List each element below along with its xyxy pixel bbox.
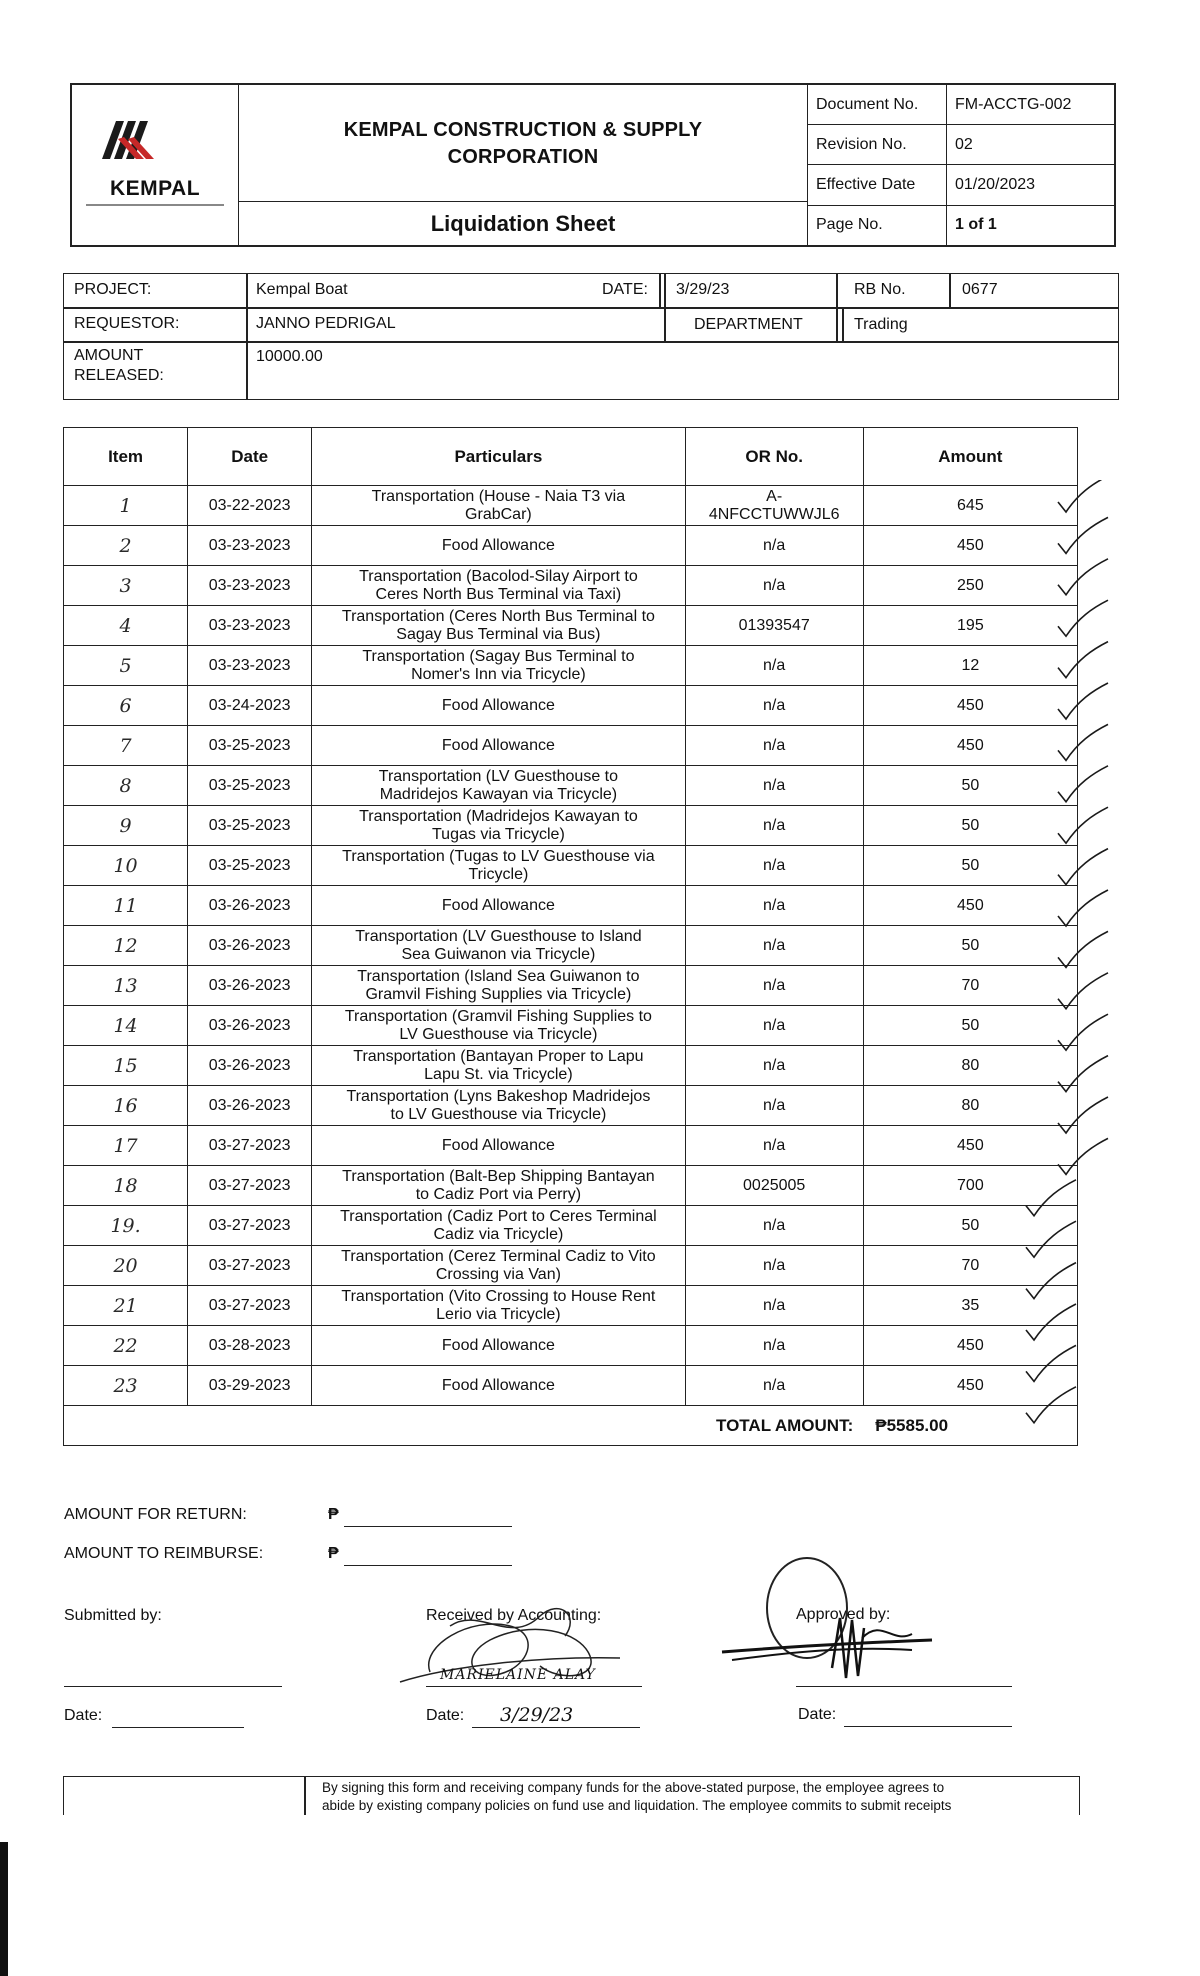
checkmark-icon [1026, 1304, 1076, 1340]
table-row [64, 1206, 1078, 1246]
item-date: 03-23-2023 [188, 526, 312, 566]
item-particulars [312, 526, 685, 566]
or-number-line: n/a [763, 976, 786, 994]
item-date: 03-23-2023 [188, 606, 312, 646]
item-amount: 645 [863, 486, 1077, 526]
table-row [64, 486, 1078, 526]
or-number-line: n/a [763, 1096, 786, 1114]
item-or-number [685, 1246, 863, 1286]
item-or-number [685, 1166, 863, 1206]
item-amount: 80 [863, 1086, 1077, 1126]
table-row [64, 1166, 1078, 1206]
received-date-label: Date: [426, 1707, 465, 1724]
disclaimer-text [322, 1779, 951, 1815]
particulars-line: Transportation (Madridejos Kawayan to [359, 807, 638, 825]
or-number-line: 01393547 [738, 616, 810, 634]
table-header-row [64, 428, 1078, 486]
particulars-line: Transportation (Lyns Bakeshop Madridejos [346, 1087, 651, 1105]
sheet-title: Liquidation Sheet [430, 211, 616, 236]
item-or-number [685, 1206, 863, 1246]
checkmark-icon [1058, 600, 1108, 636]
meta-value: 1 of 1 [955, 216, 997, 234]
particulars-line: Tricycle) [468, 865, 529, 883]
item-amount: 70 [863, 966, 1077, 1006]
item-amount: 50 [863, 806, 1077, 846]
or-number-line: n/a [763, 656, 786, 674]
item-date: 03-26-2023 [188, 886, 312, 926]
or-number-line: n/a [763, 1216, 786, 1234]
meta-row [808, 85, 1114, 125]
item-or-number [685, 1326, 863, 1366]
item-number: 4 [64, 606, 188, 646]
or-number-line: A- [766, 487, 783, 505]
item-or-number [685, 926, 863, 966]
item-amount: 450 [863, 686, 1077, 726]
submitted-date-field[interactable] [112, 1711, 244, 1728]
table-row [64, 1046, 1078, 1086]
meta-value: 02 [947, 125, 1115, 165]
item-or-number [685, 886, 863, 926]
checkmark-icon [1058, 890, 1108, 926]
table-row [64, 926, 1078, 966]
date-label: DATE: [602, 281, 648, 298]
particulars-line: Sagay Bus Terminal via Bus) [396, 625, 601, 643]
item-amount: 70 [863, 1246, 1077, 1286]
particulars-line: Food Allowance [441, 1136, 555, 1154]
received-date-value: 3/29/23 [500, 1704, 574, 1726]
total-amount-value: ₱5585.00 [863, 1406, 1077, 1446]
amount-for-return-label: AMOUNT FOR RETURN: [64, 1506, 247, 1523]
item-date: 03-25-2023 [188, 846, 312, 886]
logo-text: KEMPAL [109, 177, 201, 200]
amount-released-label-line2: RELEASED: [74, 367, 164, 384]
particulars-line: Transportation (LV Guesthouse to [378, 767, 619, 785]
checkmark-icon [1058, 1014, 1108, 1050]
particulars-line: Food Allowance [441, 696, 555, 714]
approved-date-label: Date: [798, 1706, 837, 1723]
checkmarks-column [1010, 480, 1140, 1440]
item-amount: 450 [863, 1126, 1077, 1166]
checkmark-icon [1058, 1056, 1108, 1092]
or-number-line: n/a [763, 1296, 786, 1314]
particulars-line: Food Allowance [441, 536, 555, 554]
item-date: 03-24-2023 [188, 686, 312, 726]
table-row [64, 1006, 1078, 1046]
item-or-number [685, 806, 863, 846]
approved-date-field[interactable] [844, 1710, 1012, 1727]
item-date: 03-26-2023 [188, 966, 312, 1006]
particulars-line: Transportation (Vito Crossing to House Rent [341, 1287, 656, 1305]
checkmark-icon [1058, 766, 1108, 802]
particulars-line: Transportation (House - Naia T3 via [371, 487, 626, 505]
table-row [64, 1246, 1078, 1286]
checkmark-icon [1058, 807, 1108, 843]
logo-cell [72, 85, 239, 245]
kempal-logo-icon [94, 121, 214, 175]
item-date: 03-25-2023 [188, 766, 312, 806]
particulars-line: Transportation (Bacolod-Silay Airport to [359, 567, 638, 585]
item-amount: 450 [863, 726, 1077, 766]
item-date: 03-26-2023 [188, 926, 312, 966]
or-number-line: n/a [763, 896, 786, 914]
item-or-number [685, 1286, 863, 1326]
item-particulars [312, 486, 685, 526]
item-particulars [312, 1046, 685, 1086]
document-meta-table [808, 85, 1114, 245]
particulars-line: Lerio via Tricycle) [436, 1305, 561, 1323]
or-number-line: n/a [763, 776, 786, 794]
particulars-line: Transportation (Ceres North Bus Terminal to [341, 607, 655, 625]
meta-value: 01/20/2023 [947, 165, 1115, 205]
item-number: 19. [64, 1206, 188, 1246]
item-or-number [685, 766, 863, 806]
item-amount: 450 [863, 1366, 1077, 1406]
item-particulars [312, 1006, 685, 1046]
sheet-title-cell [239, 202, 808, 245]
item-number: 16 [64, 1086, 188, 1126]
amount-for-return-field[interactable] [344, 1510, 512, 1527]
document-header [70, 83, 1116, 247]
checkmark-icon [1058, 683, 1108, 719]
particulars-line: Tugas via Tricycle) [432, 825, 565, 843]
particulars-line: Transportation (Sagay Bus Terminal to [362, 647, 635, 665]
amount-released-label [74, 346, 164, 386]
item-particulars [312, 1206, 685, 1246]
item-number: 10 [64, 846, 188, 886]
particulars-line: Transportation (Balt-Bep Shipping Bantayan [342, 1167, 655, 1185]
checkmark-icon [1058, 1138, 1108, 1174]
approved-by-label: Approved by: [796, 1606, 891, 1623]
item-number: 3 [64, 566, 188, 606]
item-number: 14 [64, 1006, 188, 1046]
item-number: 15 [64, 1046, 188, 1086]
or-number-line: n/a [763, 856, 786, 874]
amount-released-label-line1: AMOUNT [74, 347, 144, 364]
item-number: 17 [64, 1126, 188, 1166]
meta-label: Effective Date [808, 165, 947, 205]
item-or-number [685, 526, 863, 566]
or-number-line: n/a [763, 576, 786, 594]
particulars-line: Lapu St. via Tricycle) [424, 1065, 573, 1083]
particulars-line: Transportation (LV Guesthouse to Island [355, 927, 642, 945]
item-number: 13 [64, 966, 188, 1006]
item-or-number [685, 1366, 863, 1406]
item-number: 1 [64, 486, 188, 526]
particulars-line: Transportation (Tugas to LV Guesthouse via [342, 847, 655, 865]
column-header-particulars: Particulars [312, 428, 685, 486]
particulars-line: LV Guesthouse via Tricycle) [399, 1025, 598, 1043]
item-date: 03-26-2023 [188, 1046, 312, 1086]
item-particulars [312, 606, 685, 646]
table-row [64, 966, 1078, 1006]
item-particulars [312, 1126, 685, 1166]
item-particulars [312, 726, 685, 766]
item-amount: 700 [863, 1166, 1077, 1206]
submitted-signature-line[interactable] [64, 1670, 282, 1687]
item-number: 7 [64, 726, 188, 766]
item-date: 03-27-2023 [188, 1206, 312, 1246]
item-amount: 250 [863, 566, 1077, 606]
item-number: 11 [64, 886, 188, 926]
scan-edge-mark [0, 1842, 8, 1976]
or-number-line: n/a [763, 1016, 786, 1034]
or-number-line: n/a [763, 936, 786, 954]
item-particulars [312, 1326, 685, 1366]
item-date: 03-25-2023 [188, 806, 312, 846]
item-particulars [312, 806, 685, 846]
liquidation-items-table [63, 427, 1078, 1446]
item-amount: 50 [863, 1206, 1077, 1246]
column-header-or-no: OR No. [685, 428, 863, 486]
table-row [64, 566, 1078, 606]
table-row [64, 1086, 1078, 1126]
table-row [64, 806, 1078, 846]
rb-value: 0677 [962, 281, 998, 298]
total-amount-label: TOTAL AMOUNT: [64, 1406, 864, 1446]
submitted-date-label: Date: [64, 1707, 103, 1724]
item-particulars [312, 846, 685, 886]
particulars-line: Nomer's Inn via Tricycle) [411, 665, 586, 683]
item-date: 03-27-2023 [188, 1166, 312, 1206]
item-date: 03-22-2023 [188, 486, 312, 526]
checkmark-icon [1058, 931, 1108, 967]
table-row [64, 1326, 1078, 1366]
checkmark-icon [1058, 849, 1108, 885]
item-particulars [312, 686, 685, 726]
item-particulars [312, 886, 685, 926]
particulars-line: Sea Guiwanon via Tricycle) [401, 945, 596, 963]
particulars-line: Crossing via Van) [435, 1265, 561, 1283]
project-value: Kempal Boat [256, 281, 348, 298]
particulars-line: Food Allowance [441, 736, 555, 754]
item-number: 20 [64, 1246, 188, 1286]
item-date: 03-27-2023 [188, 1246, 312, 1286]
amount-to-reimburse-field[interactable] [344, 1549, 512, 1566]
or-number-line: n/a [763, 696, 786, 714]
item-date: 03-29-2023 [188, 1366, 312, 1406]
meta-row [808, 165, 1114, 205]
received-by-label: Received by Accounting: [426, 1607, 602, 1624]
disclaimer-line1: By signing this form and receiving company funds for the above-stated purpose, the employee agrees to [322, 1780, 945, 1795]
item-amount: 80 [863, 1046, 1077, 1086]
particulars-line: to LV Guesthouse via Tricycle) [390, 1105, 607, 1123]
item-or-number [685, 646, 863, 686]
particulars-line: GrabCar) [465, 505, 532, 523]
particulars-line: Ceres North Bus Terminal via Taxi) [375, 585, 622, 603]
column-header-item: Item [64, 428, 188, 486]
table-row [64, 886, 1078, 926]
amount-to-reimburse-label: AMOUNT TO REIMBURSE: [64, 1545, 264, 1562]
amount-released-value: 10000.00 [256, 348, 323, 365]
item-number: 8 [64, 766, 188, 806]
item-number: 12 [64, 926, 188, 966]
item-number: 6 [64, 686, 188, 726]
item-amount: 35 [863, 1286, 1077, 1326]
requestor-value: JANNO PEDRIGAL [256, 315, 396, 332]
meta-label: Document No. [808, 85, 947, 125]
table-row [64, 1366, 1078, 1406]
company-title-cell [239, 85, 808, 202]
date-value: 3/29/23 [676, 281, 730, 298]
or-number-line: n/a [763, 536, 786, 554]
checkmark-icon [1058, 724, 1108, 760]
particulars-line: Madridejos Kawayan via Tricycle) [379, 785, 618, 803]
total-row [64, 1406, 1078, 1446]
or-number-line: n/a [763, 1256, 786, 1274]
or-number-line: 4NFCCTUWWJL6 [708, 505, 840, 523]
or-number-line: 0025005 [743, 1176, 806, 1194]
item-number: 18 [64, 1166, 188, 1206]
particulars-line: Gramvil Fishing Supplies via Tricycle) [365, 985, 632, 1003]
item-particulars [312, 1086, 685, 1126]
checkmark-icon [1058, 517, 1108, 553]
item-date: 03-26-2023 [188, 1006, 312, 1046]
item-particulars [312, 1166, 685, 1206]
disclaimer-box [63, 1776, 1080, 1815]
item-date: 03-27-2023 [188, 1126, 312, 1166]
item-amount: 450 [863, 886, 1077, 926]
particulars-line: to Cadiz Port via Perry) [415, 1185, 582, 1203]
requestor-label: REQUESTOR: [74, 315, 180, 332]
item-particulars [312, 926, 685, 966]
table-row [64, 646, 1078, 686]
item-particulars [312, 1366, 685, 1406]
item-or-number [685, 846, 863, 886]
item-amount: 450 [863, 526, 1077, 566]
item-or-number [685, 606, 863, 646]
meta-label: Revision No. [808, 125, 947, 165]
project-label: PROJECT: [74, 281, 152, 298]
item-particulars [312, 766, 685, 806]
particulars-line: Food Allowance [441, 1376, 555, 1394]
company-name-line2: CORPORATION [447, 146, 599, 168]
item-amount: 50 [863, 846, 1077, 886]
or-number-line: n/a [763, 736, 786, 754]
item-date: 03-28-2023 [188, 1326, 312, 1366]
checkmark-icon [1058, 973, 1108, 1009]
project-info-block [63, 273, 1119, 400]
item-or-number [685, 726, 863, 766]
department-label: DEPARTMENT [694, 316, 803, 333]
item-amount: 12 [863, 646, 1077, 686]
item-number: 9 [64, 806, 188, 846]
department-value: Trading [854, 316, 908, 333]
item-number: 22 [64, 1326, 188, 1366]
checkmark-icon [1058, 1097, 1108, 1133]
item-number: 2 [64, 526, 188, 566]
amount-for-return-peso: ₱ [328, 1506, 339, 1523]
particulars-line: Transportation (Gramvil Fishing Supplies to [344, 1007, 652, 1025]
or-number-line: n/a [763, 816, 786, 834]
table-row [64, 1126, 1078, 1166]
particulars-line: Cadiz via Tricycle) [433, 1225, 564, 1243]
item-or-number [685, 566, 863, 606]
item-number: 5 [64, 646, 188, 686]
particulars-line: Food Allowance [441, 1336, 555, 1354]
table-row [64, 766, 1078, 806]
checkmark-icon [1026, 1387, 1076, 1423]
received-signatory-name: MARIELAINE ALAY [440, 1667, 596, 1683]
checkmark-icon [1058, 480, 1108, 512]
particulars-line: Transportation (Island Sea Guiwanon to [357, 967, 640, 985]
table-row [64, 1286, 1078, 1326]
item-number: 23 [64, 1366, 188, 1406]
item-or-number [685, 1046, 863, 1086]
table-row [64, 526, 1078, 566]
company-name-line1: KEMPAL CONSTRUCTION & SUPPLY [343, 119, 703, 141]
item-or-number [685, 1006, 863, 1046]
company-name [239, 117, 807, 171]
particulars-line: Transportation (Cerez Terminal Cadiz to Vito [341, 1247, 656, 1265]
checkmark-icon [1058, 559, 1108, 595]
item-or-number [685, 486, 863, 526]
particulars-line: Transportation (Bantayan Proper to Lapu [353, 1047, 644, 1065]
meta-row [808, 205, 1114, 245]
table-row [64, 686, 1078, 726]
item-date: 03-27-2023 [188, 1286, 312, 1326]
item-particulars [312, 1246, 685, 1286]
checkmark-icon [1026, 1180, 1076, 1216]
particulars-line: Food Allowance [441, 896, 555, 914]
item-date: 03-23-2023 [188, 566, 312, 606]
item-or-number [685, 1086, 863, 1126]
or-number-line: n/a [763, 1336, 786, 1354]
item-particulars [312, 1286, 685, 1326]
column-header-amount: Amount [863, 428, 1077, 486]
item-particulars [312, 966, 685, 1006]
item-amount: 50 [863, 926, 1077, 966]
table-row [64, 726, 1078, 766]
item-particulars [312, 566, 685, 606]
checkmark-icon [1026, 1263, 1076, 1299]
item-amount: 450 [863, 1326, 1077, 1366]
meta-row [808, 125, 1114, 165]
item-amount: 50 [863, 1006, 1077, 1046]
submitted-by-label: Submitted by: [64, 1607, 162, 1624]
approved-signature [712, 1548, 1012, 1698]
item-amount: 50 [863, 766, 1077, 806]
or-number-line: n/a [763, 1376, 786, 1394]
checkmark-icon [1058, 642, 1108, 678]
table-row [64, 606, 1078, 646]
item-or-number [685, 966, 863, 1006]
item-or-number [685, 686, 863, 726]
checkmark-icon [1026, 1221, 1076, 1257]
item-date: 03-26-2023 [188, 1086, 312, 1126]
table-row [64, 846, 1078, 886]
rb-label: RB No. [854, 281, 906, 298]
amount-to-reimburse-peso: ₱ [328, 1545, 339, 1562]
or-number-line: n/a [763, 1136, 786, 1154]
item-amount: 195 [863, 606, 1077, 646]
item-number: 21 [64, 1286, 188, 1326]
meta-label: Page No. [808, 205, 947, 245]
or-number-line: n/a [763, 1056, 786, 1074]
disclaimer-line2: abide by existing company policies on fund use and liquidation. The employee commits to submit receipts [322, 1798, 952, 1813]
column-header-date: Date [188, 428, 312, 486]
item-date: 03-25-2023 [188, 726, 312, 766]
meta-value: FM-ACCTG-002 [947, 85, 1115, 125]
item-or-number [685, 1126, 863, 1166]
particulars-line: Transportation (Cadiz Port to Ceres Terminal [340, 1207, 657, 1225]
checkmark-icon [1026, 1345, 1076, 1381]
item-particulars [312, 646, 685, 686]
logo-tagline-line [86, 204, 224, 206]
item-date: 03-23-2023 [188, 646, 312, 686]
